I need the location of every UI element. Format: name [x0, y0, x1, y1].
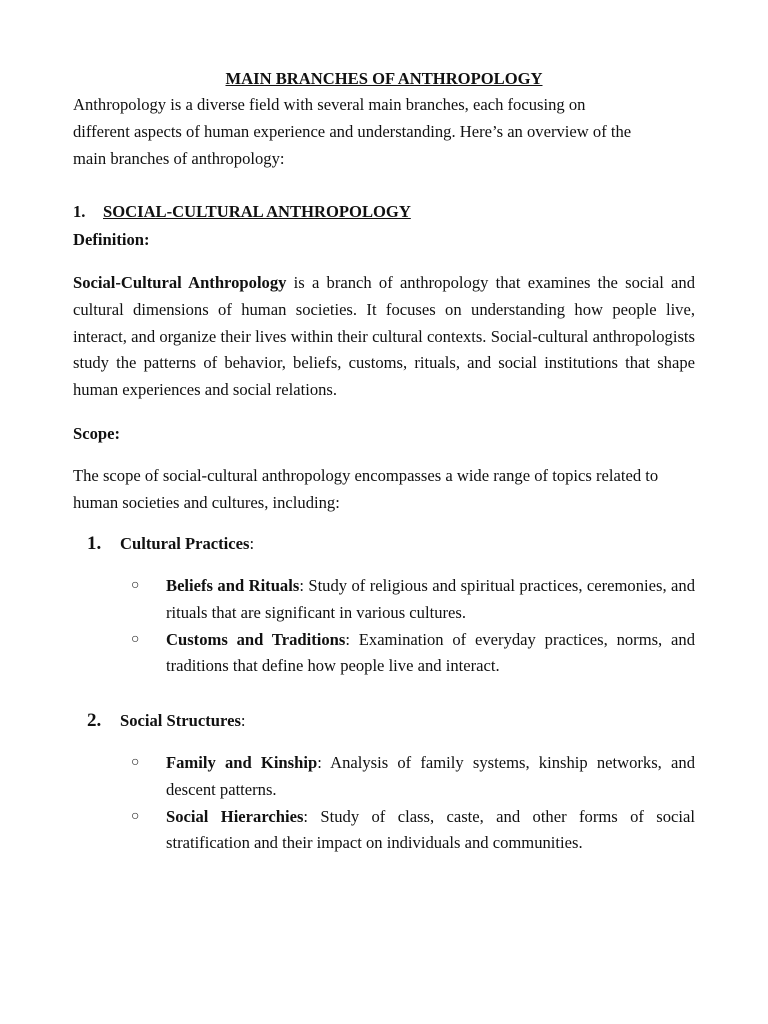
topic-heading	[87, 531, 254, 557]
list-item-term: Beliefs and Rituals	[166, 576, 300, 595]
topic-number: 2.	[87, 710, 102, 731]
definition-term: Social-Cultural Anthropology	[73, 273, 287, 292]
list-item	[131, 750, 695, 804]
definition-paragraph	[73, 270, 695, 404]
scope-label: Scope:	[73, 424, 121, 443]
circle-bullet-icon: ○	[131, 755, 140, 770]
definition-text: is a branch of anthropology that examines the social and cultural dimensions of human societies. It focuses on understanding how people live, interact, and organize their lives within their cultural contexts. Social-cultural anthropologists study the patterns of behavior, beliefs, customs, rituals, and social institutions that shape human experiences and social relations.	[73, 273, 696, 400]
topic-suffix: :	[240, 711, 246, 730]
definition-label: Definition:	[73, 230, 150, 249]
list-item	[131, 573, 695, 627]
document-title: MAIN BRANCHES OF ANTHROPOLOGY	[225, 69, 543, 88]
circle-bullet-icon: ○	[131, 808, 140, 824]
list-item	[131, 627, 695, 681]
list-item-text: : Examination of everyday practices, norms, and traditions that define how people live and interact.	[166, 629, 695, 676]
topic-suffix: :	[249, 534, 255, 553]
scope-paragraph: The scope of social-cultural anthropology encompasses a wide range of topics related to human societies and cultures, including:	[73, 466, 659, 512]
topic-heading	[87, 708, 246, 734]
list-item-text: : Study of religious and spiritual practices, ceremonies, and rituals that are significant in various cultures.	[166, 576, 695, 622]
list-item-text: : Study of class, caste, and other forms of social stratification and their impact on individuals and communities.	[166, 806, 695, 853]
list-item-term: Family and Kinship	[166, 753, 318, 772]
document-page	[73, 66, 696, 853]
circle-bullet-icon: ○	[131, 578, 140, 593]
circle-bullet-icon: ○	[131, 631, 140, 647]
list-item-text: : Analysis of family systems, kinship networks, and descent patterns.	[166, 753, 695, 799]
intro-line: Anthropology is a diverse field with several main branches, each focusing on	[73, 95, 586, 114]
section-title: SOCIAL-CULTURAL ANTHROPOLOGY	[103, 202, 411, 221]
section-heading	[73, 199, 411, 225]
topic-name: Social Structures	[120, 711, 241, 730]
intro-paragraph	[73, 92, 695, 172]
intro-line: different aspects of human experience and understanding. Here’s an overview of the	[73, 121, 632, 141]
intro-line: main branches of anthropology:	[73, 148, 285, 168]
topic-number: 1.	[87, 533, 102, 554]
section-number: 1.	[73, 202, 86, 221]
topic-name: Cultural Practices	[120, 534, 250, 553]
topic-sublist	[131, 750, 695, 857]
list-item-term: Customs and Traditions	[166, 629, 346, 649]
list-item-term: Social Hierarchies	[166, 806, 304, 826]
topic-sublist	[131, 573, 695, 680]
list-item	[131, 804, 695, 858]
